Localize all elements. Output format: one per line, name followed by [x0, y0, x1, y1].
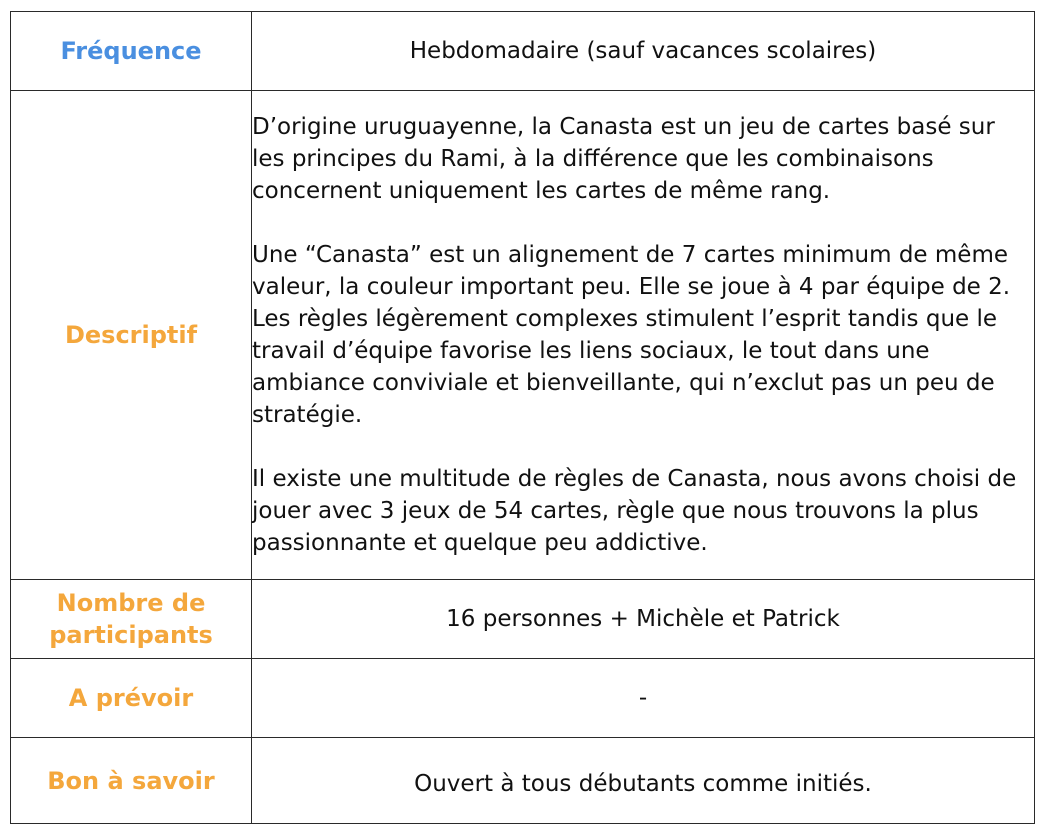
label-bon-a-savoir: Bon à savoir: [11, 738, 252, 824]
activity-info-table: [10, 11, 1035, 824]
label-descriptif: Descriptif: [11, 91, 252, 580]
value-participants: 16 personnes + Michèle et Patrick: [252, 580, 1035, 659]
label-participants: Nombre de participants: [11, 580, 252, 659]
row-participants: [11, 580, 1035, 659]
descriptif-paragraph-2: Une “Canasta” est un alignement de 7 cartes minimum de même valeur, la couleur important peu. Elle se joue à 4 par équipe de 2. Les règles légèrement complexes stimulent l’esprit tandis que le travail d’équipe favorise les liens sociaux, le tout dans une ambiance conviviale et bienveillante, qui n’exclut pas un peu de stratégie.: [252, 242, 1011, 428]
value-a-prevoir: -: [252, 659, 1035, 738]
label-a-prevoir: A prévoir: [11, 659, 252, 738]
value-frequence: Hebdomadaire (sauf vacances scolaires): [252, 12, 1035, 91]
row-frequence: [11, 12, 1035, 91]
row-bon-a-savoir: [11, 738, 1035, 824]
descriptif-paragraph-3: Il existe une multitude de règles de Canasta, nous avons choisi de jouer avec 3 jeux de 54 cartes, règle que nous trouvons la plus passionnante et quelque peu addictive.: [252, 466, 1017, 556]
descriptif-paragraph-1: D’origine uruguayenne, la Canasta est un jeu de cartes basé sur les principes du Rami, à la différence que les combinaisons concernent uniquement les cartes de même rang.: [252, 114, 995, 204]
row-a-prevoir: [11, 659, 1035, 738]
label-frequence: Fréquence: [11, 12, 252, 91]
value-bon-a-savoir: Ouvert à tous débutants comme initiés.: [252, 738, 1035, 824]
value-descriptif: [252, 91, 1035, 580]
row-descriptif: [11, 91, 1035, 580]
